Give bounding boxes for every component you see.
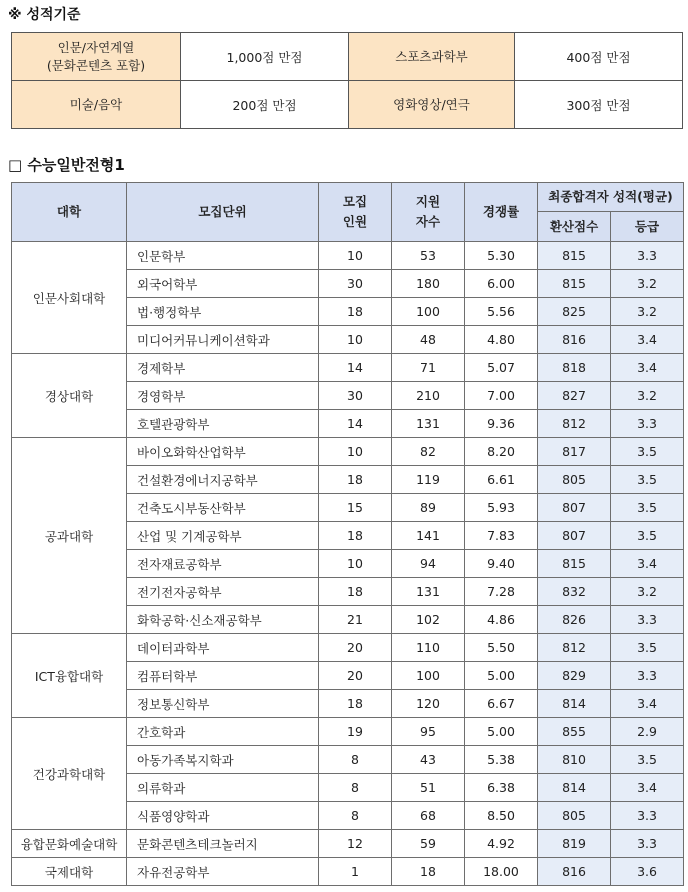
cell-grade: 3.3 (611, 802, 684, 830)
cell-applicants: 110 (392, 634, 465, 662)
cell-ratio: 5.00 (465, 662, 538, 690)
criteria-row (12, 33, 683, 81)
cell-quota: 21 (319, 606, 392, 634)
criteria-label (12, 33, 181, 81)
cell-ratio: 5.38 (465, 746, 538, 774)
cell-score: 815 (538, 242, 611, 270)
cell-quota: 10 (319, 326, 392, 354)
cell-ratio: 4.86 (465, 606, 538, 634)
cell-quota: 18 (319, 578, 392, 606)
cell-quota: 20 (319, 662, 392, 690)
cell-college: 융합문화예술대학 (12, 830, 127, 858)
cell-score: 827 (538, 382, 611, 410)
cell-unit: 식품영양학과 (127, 802, 319, 830)
cell-quota: 10 (319, 242, 392, 270)
cell-ratio: 5.50 (465, 634, 538, 662)
cell-ratio: 5.00 (465, 718, 538, 746)
cell-grade: 3.6 (611, 858, 684, 886)
cell-grade: 3.2 (611, 578, 684, 606)
cell-grade: 3.5 (611, 634, 684, 662)
cell-grade: 3.5 (611, 438, 684, 466)
cell-quota: 8 (319, 802, 392, 830)
table-row (12, 718, 684, 746)
cell-applicants: 131 (392, 410, 465, 438)
cell-unit: 전자재료공학부 (127, 550, 319, 578)
header-quota-line2: 인원 (342, 214, 368, 229)
cell-unit: 아동가족복지학과 (127, 746, 319, 774)
cell-quota: 8 (319, 746, 392, 774)
cell-unit: 전기전자공학부 (127, 578, 319, 606)
cell-applicants: 102 (392, 606, 465, 634)
header-unit: 모집단위 (127, 183, 319, 242)
table-row (12, 438, 684, 466)
cell-unit: 경제학부 (127, 354, 319, 382)
cell-ratio: 18.00 (465, 858, 538, 886)
table-row (12, 634, 684, 662)
header-college: 대학 (12, 183, 127, 242)
cell-grade: 3.3 (611, 830, 684, 858)
cell-ratio: 4.92 (465, 830, 538, 858)
header-final-group: 최종합격자 성적(평균) (538, 183, 684, 212)
cell-quota: 18 (319, 298, 392, 326)
cell-score: 815 (538, 550, 611, 578)
cell-applicants: 94 (392, 550, 465, 578)
criteria-value: 400점 만점 (515, 33, 683, 81)
cell-unit: 자유전공학부 (127, 858, 319, 886)
results-body (12, 242, 684, 886)
cell-grade: 3.2 (611, 298, 684, 326)
cell-ratio: 7.28 (465, 578, 538, 606)
cell-applicants: 48 (392, 326, 465, 354)
cell-score: 805 (538, 466, 611, 494)
cell-grade: 3.3 (611, 242, 684, 270)
cell-college: ICT융합대학 (12, 634, 127, 718)
cell-score: 829 (538, 662, 611, 690)
cell-applicants: 120 (392, 690, 465, 718)
header-quota-line1: 모집 (342, 194, 368, 209)
cell-applicants: 210 (392, 382, 465, 410)
cell-score: 817 (538, 438, 611, 466)
cell-college: 인문사회대학 (12, 242, 127, 354)
cell-score: 807 (538, 494, 611, 522)
cell-unit: 데이터과학부 (127, 634, 319, 662)
cell-applicants: 43 (392, 746, 465, 774)
cell-score: 814 (538, 774, 611, 802)
cell-score: 812 (538, 634, 611, 662)
cell-score: 855 (538, 718, 611, 746)
cell-quota: 18 (319, 466, 392, 494)
cell-unit: 건축도시부동산학부 (127, 494, 319, 522)
cell-grade: 3.2 (611, 270, 684, 298)
cell-unit: 문화콘텐츠테크놀러지 (127, 830, 319, 858)
cell-applicants: 100 (392, 662, 465, 690)
cell-grade: 3.5 (611, 494, 684, 522)
cell-ratio: 6.61 (465, 466, 538, 494)
cell-grade: 3.4 (611, 774, 684, 802)
cell-applicants: 18 (392, 858, 465, 886)
cell-ratio: 4.80 (465, 326, 538, 354)
cell-score: 818 (538, 354, 611, 382)
cell-grade: 2.9 (611, 718, 684, 746)
cell-unit: 미디어커뮤니케이션학과 (127, 326, 319, 354)
cell-applicants: 95 (392, 718, 465, 746)
criteria-row (12, 81, 683, 129)
cell-ratio: 5.56 (465, 298, 538, 326)
criteria-title: ※ 성적기준 (8, 7, 81, 23)
cell-ratio: 9.36 (465, 410, 538, 438)
cell-applicants: 141 (392, 522, 465, 550)
cell-unit: 호텔관광학부 (127, 410, 319, 438)
cell-applicants: 51 (392, 774, 465, 802)
cell-college: 국제대학 (12, 858, 127, 886)
cell-quota: 14 (319, 354, 392, 382)
cell-unit: 간호학과 (127, 718, 319, 746)
header-applicants-line1: 지원 (415, 194, 441, 209)
cell-applicants: 71 (392, 354, 465, 382)
cell-grade: 3.3 (611, 662, 684, 690)
cell-score: 810 (538, 746, 611, 774)
cell-grade: 3.4 (611, 354, 684, 382)
cell-unit: 경영학부 (127, 382, 319, 410)
cell-ratio: 9.40 (465, 550, 538, 578)
cell-quota: 19 (319, 718, 392, 746)
cell-grade: 3.2 (611, 382, 684, 410)
cell-unit: 건설환경에너지공학부 (127, 466, 319, 494)
cell-quota: 14 (319, 410, 392, 438)
criteria-label: 미술/음악 (12, 81, 181, 129)
cell-college: 공과대학 (12, 438, 127, 634)
cell-ratio: 8.50 (465, 802, 538, 830)
header-score: 환산점수 (538, 212, 611, 242)
cell-grade: 3.3 (611, 606, 684, 634)
cell-score: 825 (538, 298, 611, 326)
cell-quota: 15 (319, 494, 392, 522)
cell-grade: 3.5 (611, 746, 684, 774)
header-ratio: 경쟁률 (465, 183, 538, 242)
cell-quota: 18 (319, 522, 392, 550)
criteria-value: 300점 만점 (515, 81, 683, 129)
results-table (11, 182, 684, 886)
cell-quota: 8 (319, 774, 392, 802)
cell-ratio: 5.30 (465, 242, 538, 270)
cell-ratio: 8.20 (465, 438, 538, 466)
cell-grade: 3.4 (611, 550, 684, 578)
cell-applicants: 53 (392, 242, 465, 270)
cell-score: 805 (538, 802, 611, 830)
criteria-label-line: (문화콘텐츠 포함) (46, 57, 146, 73)
cell-grade: 3.3 (611, 410, 684, 438)
cell-ratio: 5.93 (465, 494, 538, 522)
header-row (12, 183, 684, 212)
header-applicants-line2: 자수 (415, 214, 441, 229)
cell-applicants: 82 (392, 438, 465, 466)
cell-quota: 12 (319, 830, 392, 858)
cell-quota: 18 (319, 690, 392, 718)
cell-college: 건강과학대학 (12, 718, 127, 830)
cell-ratio: 5.07 (465, 354, 538, 382)
criteria-label: 스포츠과학부 (349, 33, 515, 81)
header-quota (319, 183, 392, 242)
cell-applicants: 89 (392, 494, 465, 522)
cell-score: 815 (538, 270, 611, 298)
cell-score: 819 (538, 830, 611, 858)
table-row (12, 830, 684, 858)
cell-unit: 인문학부 (127, 242, 319, 270)
cell-grade: 3.5 (611, 522, 684, 550)
cell-ratio: 7.00 (465, 382, 538, 410)
cell-score: 826 (538, 606, 611, 634)
cell-quota: 10 (319, 550, 392, 578)
cell-grade: 3.5 (611, 466, 684, 494)
cell-grade: 3.4 (611, 690, 684, 718)
cell-score: 816 (538, 858, 611, 886)
header-applicants (392, 183, 465, 242)
cell-applicants: 131 (392, 578, 465, 606)
criteria-label-line: 인문/자연계열 (57, 39, 135, 55)
cell-unit: 외국어학부 (127, 270, 319, 298)
cell-ratio: 6.00 (465, 270, 538, 298)
criteria-value: 1,000점 만점 (181, 33, 349, 81)
criteria-label: 영화영상/연극 (349, 81, 515, 129)
table-row (12, 354, 684, 382)
table-row (12, 242, 684, 270)
cell-score: 816 (538, 326, 611, 354)
cell-unit: 산업 및 기계공학부 (127, 522, 319, 550)
table-row (12, 858, 684, 886)
cell-unit: 정보통신학부 (127, 690, 319, 718)
cell-quota: 10 (319, 438, 392, 466)
cell-applicants: 100 (392, 298, 465, 326)
cell-score: 814 (538, 690, 611, 718)
cell-score: 832 (538, 578, 611, 606)
cell-unit: 바이오화학산업학부 (127, 438, 319, 466)
cell-unit: 화학공학·신소재공학부 (127, 606, 319, 634)
criteria-value: 200점 만점 (181, 81, 349, 129)
cell-score: 807 (538, 522, 611, 550)
cell-quota: 1 (319, 858, 392, 886)
cell-applicants: 119 (392, 466, 465, 494)
cell-college: 경상대학 (12, 354, 127, 438)
cell-applicants: 59 (392, 830, 465, 858)
cell-applicants: 180 (392, 270, 465, 298)
cell-quota: 20 (319, 634, 392, 662)
cell-quota: 30 (319, 382, 392, 410)
cell-applicants: 68 (392, 802, 465, 830)
cell-ratio: 7.83 (465, 522, 538, 550)
cell-quota: 30 (319, 270, 392, 298)
cell-unit: 의류학과 (127, 774, 319, 802)
cell-score: 812 (538, 410, 611, 438)
cell-ratio: 6.38 (465, 774, 538, 802)
cell-ratio: 6.67 (465, 690, 538, 718)
criteria-table (11, 32, 683, 129)
main-title: □ 수능일반전형1 (8, 156, 125, 174)
cell-unit: 법·행정학부 (127, 298, 319, 326)
cell-grade: 3.4 (611, 326, 684, 354)
header-grade: 등급 (611, 212, 684, 242)
cell-unit: 컴퓨터학부 (127, 662, 319, 690)
